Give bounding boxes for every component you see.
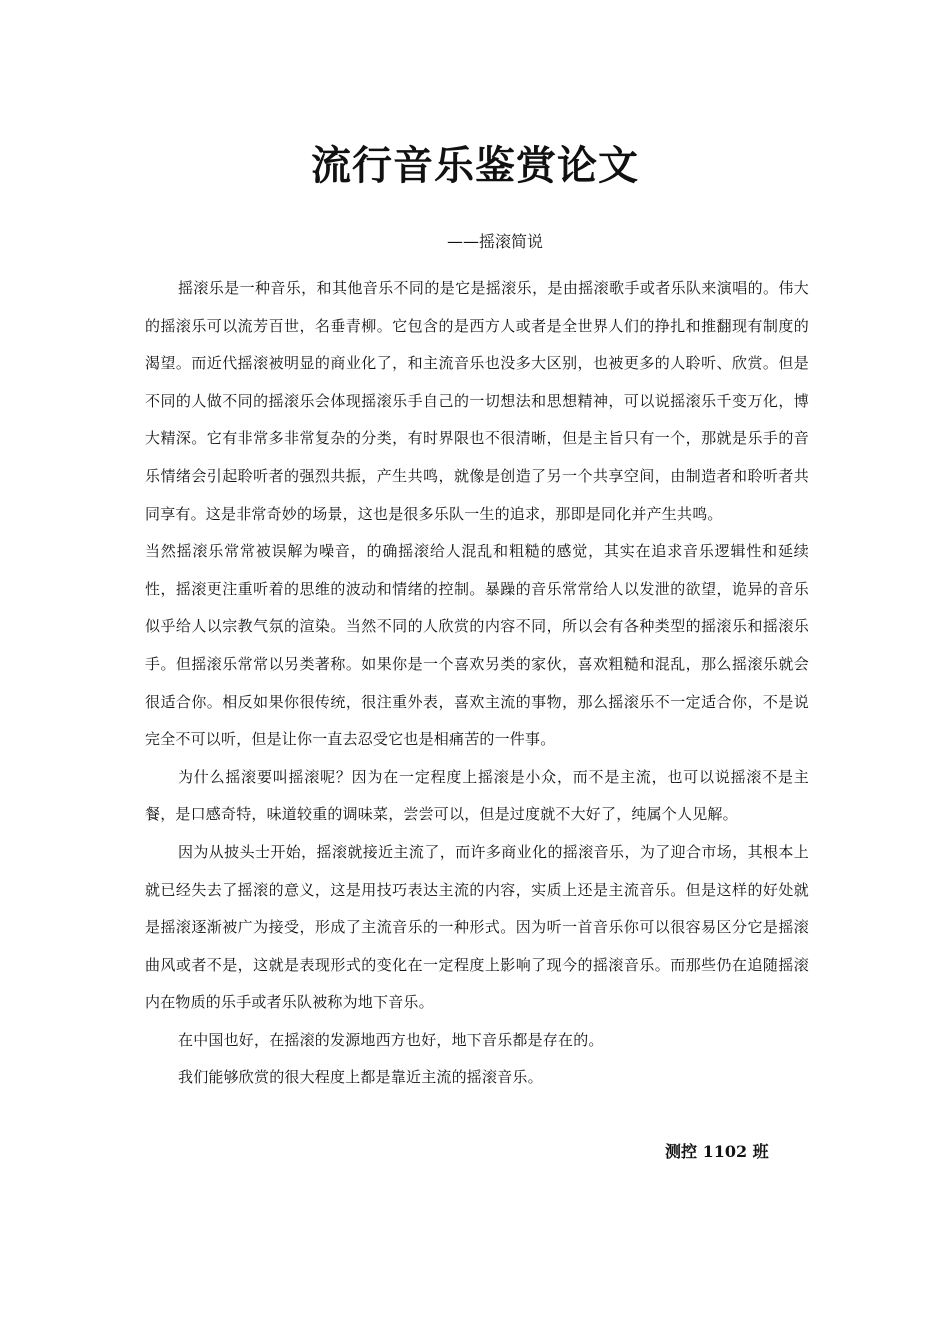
paragraph-3: 为什么摇滚要叫摇滚呢？因为在一定程度上摇滚是小众，而不是主流，也可以说摇滚不是主餐，是口感奇特，味道较重的调味菜，尝尝可以，但是过度就不大好了，纯属个人见解。	[145, 767, 809, 824]
document-title: 流行音乐鉴赏论文	[311, 143, 639, 189]
paragraph-6: 我们能够欣赏的很大程度上都是靠近主流的摇滚音乐。	[178, 1068, 543, 1087]
paragraph-2: 当然摇滚乐常常被误解为噪音，的确摇滚给人混乱和粗糙的感觉，其实在追求音乐逻辑性和延续性，摇滚更注重听着的思维的波动和情绪的控制。暴躁的音乐常常给人以发泄的欲望，诡异的音乐似乎给人以宗教气氛的渲染。当然不同的人欣赏的内容不同，所以会有各种类型的摇滚乐和摇滚乐手。但摇滚乐常常以另类著称。如果你是一个喜欢另类的家伙，喜欢粗糙和混乱，那么摇滚乐就会很适合你。相反如果你很传统，很注重外表，喜欢主流的事物，那么摇滚乐不一定适合你，不是说完全不可以听，但是让你一直去忍受它也是相痛苦的一件事。	[145, 542, 809, 749]
document-body	[145, 270, 809, 1097]
paragraph-5: 在中国也好，在摇滚的发源地西方也好，地下音乐都是存在的。	[178, 1030, 604, 1049]
paragraph-1: 摇滚乐是一种音乐，和其他音乐不同的是它是摇滚乐，是由摇滚歌手或者乐队来演唱的。伟大的摇滚乐可以流芳百世，名垂青柳。它包含的是西方人或者是全世界人们的挣扎和推翻现有制度的渴望。而近代摇滚被明显的商业化了，和主流音乐也没多大区别，也被更多的人聆听、欣赏。但是不同的人做不同的摇滚乐会体现摇滚乐手自己的一切想法和思想精神，可以说摇滚乐千变万化，博大精深。它有非常多非常复杂的分类，有时界限也不很清晰，但是主旨只有一个，那就是乐手的音乐情绪会引起聆听者的强烈共振，产生共鸣，就像是创造了另一个共享空间，由制造者和聆听者共同享有。这是非常奇妙的场景，这也是很多乐队一生的追求，那即是同化并产生共鸣。	[145, 279, 809, 523]
paragraph-4: 因为从披头士开始，摇滚就接近主流了，而许多商业化的摇滚音乐，为了迎合市场，其根本上就已经失去了摇滚的意义，这是用技巧表达主流的内容，实质上还是主流音乐。但是这样的好处就是摇滚逐渐被广为接受，形成了主流音乐的一种形式。因为听一首音乐你可以很容易区分它是摇滚曲风或者不是，这就是表现形式的变化在一定程度上影响了现今的摇滚音乐。而那些仍在追随摇滚内在物质的乐手或者乐队被称为地下音乐。	[145, 842, 809, 1012]
class-signature: 测控 1102 班	[665, 1142, 769, 1161]
document-subtitle: ——摇滚简说	[446, 232, 543, 251]
